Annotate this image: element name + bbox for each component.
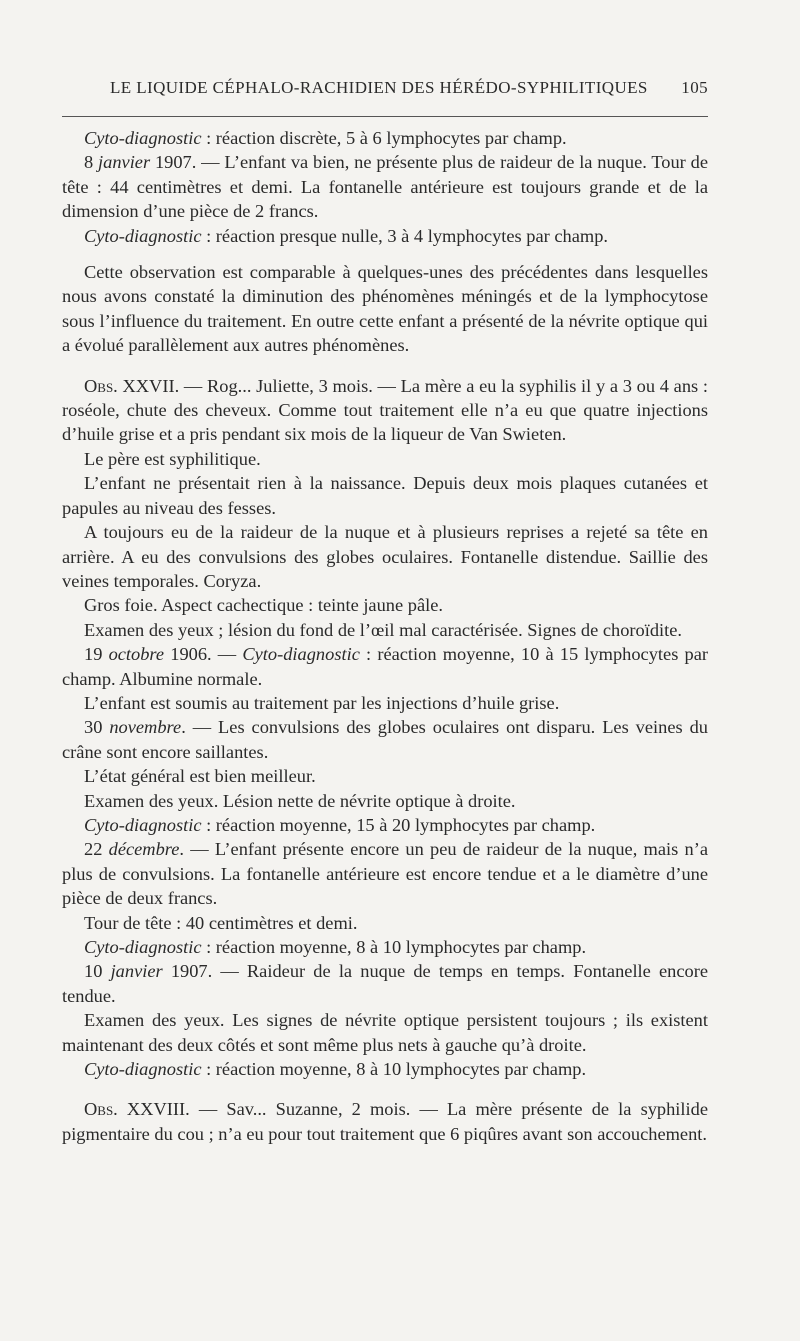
paragraph: Tour de tête : 40 centimètres et demi. <box>84 912 358 933</box>
observation-heading-paragraph: Obs. XXVIII. — Sav... Suzanne, 2 mois. — La mère présente de la syphilide pigmentaire du cou ; n’a eu pour tout traitement que 6 piqûres avant son accouchement. <box>62 1099 708 1144</box>
paragraph: Le père est syphilitique. <box>84 448 261 469</box>
paragraph: Cyto-diagnostic : réaction presque nulle, 3 à 4 lymphocytes par champ. <box>84 225 608 246</box>
paragraph: L’état général est bien meilleur. <box>84 766 316 787</box>
paragraph: Cyto-diagnostic : réaction discrète, 5 à 6 lymphocytes par champ. <box>84 128 567 148</box>
paragraph: Cyto-diagnostic : réaction moyenne, 8 à 10 lymphocytes par champ. <box>84 1059 587 1080</box>
paragraph: Cyto-diagnostic : réaction moyenne, 8 à 10 lymphocytes par champ. <box>84 937 587 957</box>
page-number: 105 <box>681 78 708 97</box>
paragraph: Examen des yeux. Les signes de névrite optique persistent toujours ; ils existent maintenant des deux côtés et sont même plus nets à gauche qu’à droite. <box>62 1010 708 1055</box>
paragraph: 19 octobre 1906. — Cyto-diagnostic : réaction moyenne, 10 à 15 lymphocytes par champ. Albumine normale. <box>62 644 709 689</box>
paragraph: 22 décembre. — L’enfant présente encore un peu de raideur de la nuque, mais n’a plus de convulsions. La fontanelle antérieure est encore tendue et a le diamètre d’une pièce de deux francs. <box>62 839 708 909</box>
italic-run: Cyto-diagnostic <box>84 937 202 957</box>
italic-run: Cyto-diagnostic <box>242 644 360 665</box>
italic-run: Cyto-diagnostic <box>84 1059 202 1080</box>
italic-run: Cyto-diagnostic <box>84 128 202 148</box>
paragraph: L’enfant ne présentait rien à la naissance. Depuis deux mois plaques cutanées et papules au niveau des fesses. <box>62 473 708 518</box>
body-text <box>62 126 708 1146</box>
observation-label: Obs. XXVIII. <box>84 1099 190 1120</box>
running-head-title: LE LIQUIDE CÉPHALO-RACHIDIEN DES HÉRÉDO-SYPHILITIQUES <box>110 78 648 97</box>
paragraph: Gros foie. Aspect cachectique : teinte jaune pâle. <box>84 595 443 616</box>
italic-run: décembre <box>108 839 180 860</box>
paragraph: A toujours eu de la raideur de la nuque et à plusieurs reprises a rejeté sa tête en arrière. A eu des convulsions des globes oculaires. Fontanelle distendue. Saillie des veines temporales. Coryza. <box>62 522 708 591</box>
paragraph: 30 novembre. — Les convulsions des globes oculaires ont disparu. Les veines du crâne sont encore saillantes. <box>62 717 708 762</box>
paragraph: 8 janvier 1907. — L’enfant va bien, ne présente plus de raideur de la nuque. Tour de tête : 44 centimètres et demi. La fontanelle antérieure est toujours grande et de la dimension d’une pièce de 2 francs. <box>62 152 708 222</box>
italic-run: novembre <box>109 717 182 738</box>
paragraph: Examen des yeux ; lésion du fond de l’œil mal caractérisée. Signes de choroïdite. <box>84 619 683 640</box>
paragraph: Cette observation est comparable à quelques-unes des précédentes dans lesquelles nous avons constaté la diminution des phénomènes méningés et de la lymphocytose sous l’influence du traitement. En outre cette enfant a présenté de la névrite optique qui a évolué parallèlement aux autres phénomènes. <box>62 262 708 356</box>
paragraph: L’enfant est soumis au traitement par les injections d’huile grise. <box>84 692 560 713</box>
italic-run: janvier <box>98 152 151 173</box>
observation-label: Obs. XXVII. <box>84 375 180 396</box>
paragraph: Cyto-diagnostic : réaction moyenne, 15 à 20 lymphocytes par champ. <box>84 814 596 835</box>
header-rule <box>62 116 708 117</box>
paragraph: 10 janvier 1907. — Raideur de la nuque de temps en temps. Fontanelle encore tendue. <box>62 961 708 1006</box>
italic-run: Cyto-diagnostic <box>84 814 202 835</box>
italic-run: janvier <box>110 961 163 982</box>
paragraph: Examen des yeux. Lésion nette de névrite optique à droite. <box>84 790 516 811</box>
observation-heading-paragraph: Obs. XXVII. — Rog... Juliette, 3 mois. — La mère a eu la syphilis il y a 3 ou 4 ans : roséole, chute des cheveux. Comme tout traitement elle n’a eu que quatre injections d’huile grise et a pris pendant six mois de la liqueur de Van Swieten. <box>62 375 708 445</box>
italic-run: octobre <box>108 644 165 665</box>
italic-run: Cyto-diagnostic <box>84 225 202 246</box>
